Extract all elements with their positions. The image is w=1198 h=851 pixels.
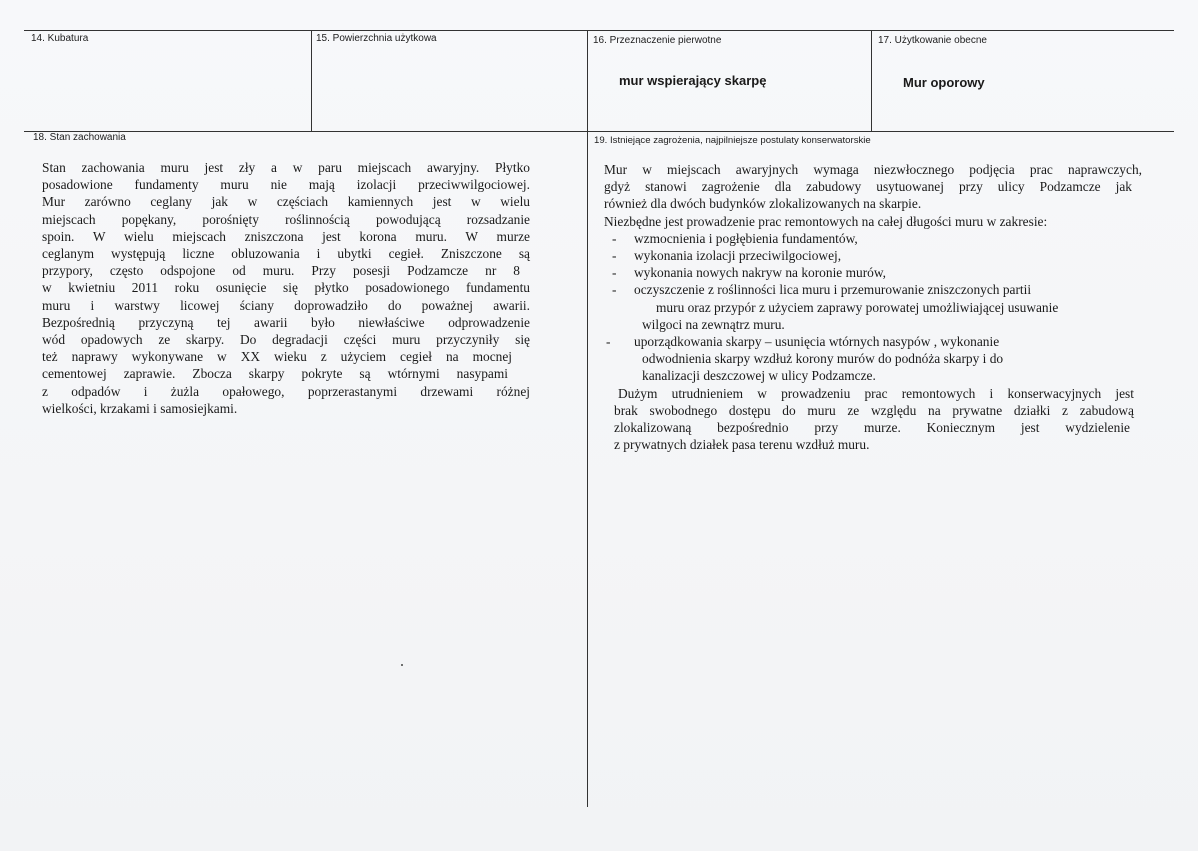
list-item [604,230,1142,247]
text-line: Mur w miejscach awaryjnych wymaga niezwłocznego podjęcia prac naprawczych, [604,162,1142,177]
text-line: cementowej zaprawie. Zbocza skarpy pokryte są wtórnymi nasypami [42,366,508,382]
text-line: posadowione fundamenty muru nie mają izolacji przeciwwilgociowej. [42,177,530,193]
list-item-continuation: muru oraz przypór z użyciem zaprawy porowatej umożliwiającej usuwanie [656,299,1059,315]
column-divider-14-15 [311,30,312,131]
text-line: z prywatnych działek pasa terenu wzdłuż muru. [614,437,870,453]
scan-speck [401,664,403,666]
text-line: Stan zachowania muru jest zły a w paru miejscach awaryjny. Płytko [42,160,530,175]
text-line: w kwietniu 2011 roku osunięcie się płytko posadowionego fundamentu [42,280,530,296]
list-item-text: uporządkowania skarpy – usunięcia wtórnych nasypów , wykonanie [634,334,1000,350]
list-item [604,247,1142,264]
text-line: gdyż stanowi zagrożenie dla zabudowy usytuowanej przy ulicy Podzamcze jak [604,179,1132,195]
column-divider-17 [871,30,872,131]
text-line: Dużym utrudnieniem w prowadzeniu prac remontowych i konserwacyjnych jest [618,385,1134,401]
list-item-text: wykonania nowych nakryw na koronie murów, [634,265,887,281]
list-item [604,264,1142,281]
list-item-text: wykonania izolacji przeciwilgociowej, [634,248,842,264]
list-item-continuation: odwodnienia skarpy wzdłuż korony murów do podnóża skarpy i do [642,351,1004,367]
field-17-label: 17. Użytkowanie obecne [878,35,987,46]
field-15-label: 15. Powierzchnia użytkowa [316,33,437,44]
field-14-label: 14. Kubatura [31,33,89,44]
text-line: miejscach popękany, porośnięty roślinnością powodującą rozsadzanie [42,211,530,227]
list-marker: - [612,230,617,246]
field-18-label: 18. Stan zachowania [33,132,126,143]
field-17-value: Mur oporowy [903,75,985,90]
zagrozenia-text [604,161,1142,453]
text-line: przypory, często odspojone od muru. Przy posesji Podzamcze nr 8 [42,263,520,279]
text-line: Bezpośrednią przyczyną tej awarii było niewłaściwe odprowadzenie [42,314,530,330]
text-line: wód opadowych ze skarpy. Do degradacji części muru przyczyniły się [42,332,530,348]
list-marker: - [612,248,617,264]
list-item-text: wzmocnienia i pogłębienia fundamentów, [634,230,858,246]
column-divider-16 [587,30,588,807]
text-line: Niezbędne jest prowadzenie prac remontowych na całej długości muru w zakresie: [604,213,1048,229]
text-line: spoin. W wielu miejscach zniszczona jest korona muru. W murze [42,228,530,244]
text-line: Mur zarówno ceglany jak w częściach kamiennych jest w wielu [42,194,530,210]
top-border-line [24,30,1174,31]
text-line: zlokalizowaną bezpośrednio przy murze. Koniecznym jest wydzielenie [614,420,1130,436]
list-marker: - [612,282,617,298]
field-16-value: mur wspierający skarpę [619,73,767,88]
text-line: również dla dwóch budynków zlokalizowanych na skarpie. [604,196,922,212]
text-line: muru i warstwy licowej ściany doprowadziło do poważnej awarii. [42,297,530,313]
list-item-text: oczyszczenie z roślinności lica muru i przemurowanie zniszczonych partii [634,282,1032,298]
text-line: brak swobodnego dostępu do muru ze względu na prywatne działki z zabudową [614,402,1134,418]
field-16-label: 16. Przeznaczenie pierwotne [593,35,722,46]
text-line: też naprawy wykonywane w XX wieku z użyciem cegieł na mocnej [42,349,512,365]
text-line: z odpadów i żużla opałowego, poprzerastanymi drzewami różnej [42,383,530,399]
text-line: ceglanym występują liczne obluzowania i ubytki cegieł. Zniszczone są [42,246,530,262]
field-19-label: 19. Istniejące zagrożenia, najpilniejsze postulaty konserwatorskie [594,135,871,146]
list-item [604,281,1142,298]
stan-zachowania-text [42,159,530,417]
list-marker: - [606,334,611,350]
list-marker: - [612,265,617,281]
row-divider-line [24,131,1174,132]
text-line: wielkości, krzakami i samosiejkami. [42,400,238,416]
list-item [604,333,1142,350]
list-item-continuation: kanalizacji deszczowej w ulicy Podzamcze. [642,368,876,384]
list-item-continuation: wilgoci na zewnątrz muru. [642,316,785,332]
